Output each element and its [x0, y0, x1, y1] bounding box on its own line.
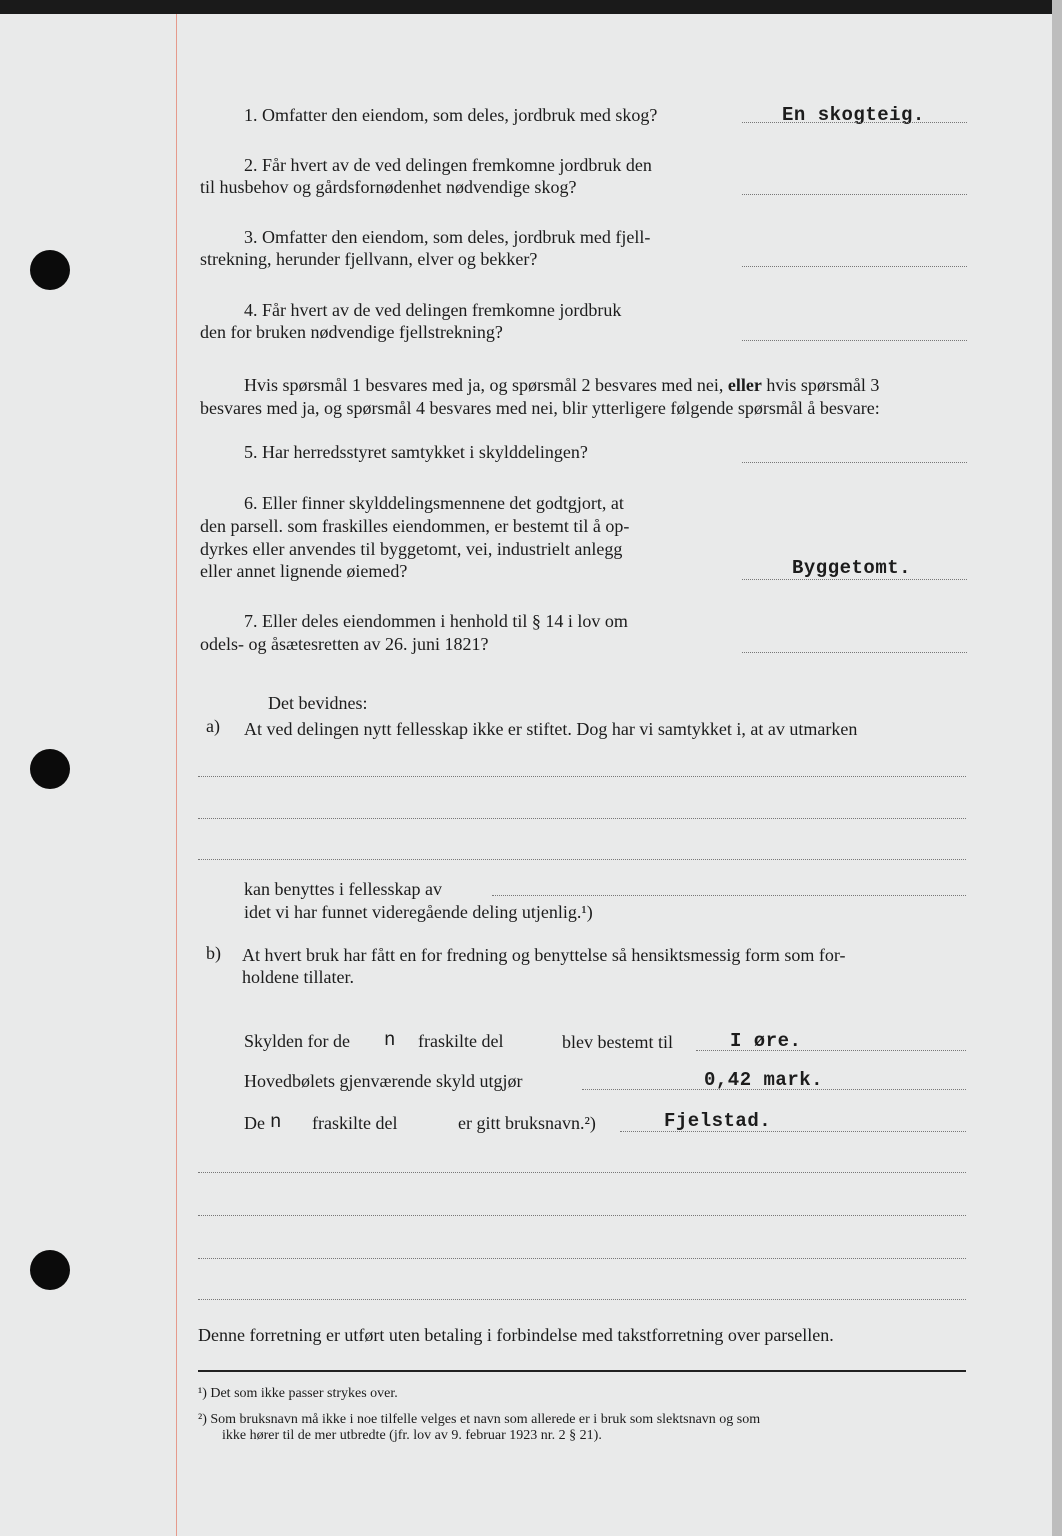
scan-right-edge — [1052, 0, 1062, 1536]
fill-line-b1 — [198, 1172, 966, 1173]
question-6-answer: Byggetomt. — [792, 557, 912, 579]
question-4-line-2: den for bruken nødvendige fjellstrekning? — [200, 322, 503, 342]
skyld-label-b: fraskilte del — [418, 1031, 504, 1051]
footnote-2-line-2: ikke hører til de mer utbredte (jfr. lov av 9. februar 1923 nr. 2 § 21). — [222, 1428, 602, 1443]
fill-line-a1 — [198, 776, 966, 777]
margin-rule — [176, 14, 177, 1536]
question-6-line-2: den parsell. som fraskilles eiendommen, er bestemt til å op- — [200, 516, 630, 536]
question-2-line-1: 2. Får hvert av de ved delingen fremkomne jordbruk den — [244, 155, 652, 175]
scan-top-border — [0, 0, 1062, 14]
question-3-line-2: strekning, herunder fjellvann, elver og bekker? — [200, 249, 538, 269]
question-1-answer: En skogteig. — [782, 104, 925, 126]
certify-b-line-2: holdene tillater. — [242, 967, 354, 987]
question-6-line-1: 6. Eller finner skylddelingsmennene det godtgjort, at — [244, 493, 624, 513]
bruksnavn-label-c: er gitt bruksnavn.²) — [458, 1113, 596, 1133]
question-5-text: 5. Har herredsstyret samtykket i skylddelingen? — [244, 442, 588, 462]
skyld-value: I øre. — [730, 1030, 802, 1052]
condition-paragraph-line-1: Hvis spørsmål 1 besvares med ja, og spørsmål 2 besvares med nei, eller hvis spørsmål 3 — [244, 375, 880, 395]
answer-line-4 — [742, 340, 967, 341]
certify-a-label: a) — [206, 716, 220, 736]
bruksnavn-fill-line — [620, 1131, 966, 1132]
bruksnavn-label-a: De — [244, 1113, 265, 1133]
bruksnavn-fill-n: n — [270, 1111, 282, 1133]
payment-note: Denne forretning er utført uten betaling i forbindelse med takstforretning over parsellen. — [198, 1325, 834, 1345]
punch-hole-top — [30, 250, 70, 290]
certify-b-label: b) — [206, 943, 221, 963]
fill-line-b3 — [198, 1258, 966, 1259]
footnote-separator — [198, 1370, 966, 1372]
fill-line-b4 — [198, 1299, 966, 1300]
answer-line-2 — [742, 194, 967, 195]
answer-line-3 — [742, 266, 967, 267]
skyld-fill-line — [696, 1050, 966, 1051]
bruksnavn-value: Fjelstad. — [664, 1110, 772, 1132]
hovedbol-fill-line — [582, 1089, 966, 1090]
fill-line-a2 — [198, 818, 966, 819]
fill-line-a3 — [198, 859, 966, 860]
fill-line-b2 — [198, 1215, 966, 1216]
footnote-1: ¹) Det som ikke passer strykes over. — [198, 1386, 398, 1401]
question-7-line-1: 7. Eller deles eiendommen i henhold til § 14 i lov om — [244, 611, 628, 631]
certify-a-text: At ved delingen nytt fellesskap ikke er stiftet. Dog har vi samtykket i, at av utmarken — [244, 719, 858, 739]
skyld-label-c: blev bestemt til — [562, 1032, 673, 1052]
answer-line-6 — [742, 579, 967, 580]
bruksnavn-label-b: fraskilte del — [312, 1113, 398, 1133]
certify-a-reason: idet vi har funnet videregående deling utjenlig.¹) — [244, 902, 593, 922]
punch-hole-bottom — [30, 1250, 70, 1290]
fill-line-common-use — [492, 895, 966, 896]
footnote-2-line-1: ²) Som bruksnavn må ikke i noe tilfelle velges et navn som allerede er i bruk som slektsnavn og som — [198, 1412, 761, 1427]
question-2-line-2: til husbehov og gårdsfornødenhet nødvendige skog? — [200, 177, 577, 197]
answer-line-7 — [742, 652, 967, 653]
question-3-line-1: 3. Omfatter den eiendom, som deles, jordbruk med fjell- — [244, 227, 651, 247]
punch-hole-middle — [30, 749, 70, 789]
hovedbol-label: Hovedbølets gjenværende skyld utgjør — [244, 1071, 523, 1091]
condition-paragraph-line-2: besvares med ja, og spørsmål 4 besvares med nei, blir ytterligere følgende spørsmål å besvare: — [200, 398, 880, 418]
skyld-fill-n: n — [384, 1029, 396, 1051]
question-1-text: 1. Omfatter den eiendom, som deles, jordbruk med skog? — [244, 105, 658, 125]
question-7-line-2: odels- og åsætesretten av 26. juni 1821? — [200, 634, 489, 654]
skyld-label: Skylden for de — [244, 1031, 350, 1051]
certify-a-common-use: kan benyttes i fellesskap av — [244, 879, 442, 899]
question-4-line-1: 4. Får hvert av de ved delingen fremkomne jordbruk — [244, 300, 622, 320]
certify-heading: Det bevidnes: — [268, 693, 368, 713]
question-6-line-4: eller annet lignende øiemed? — [200, 561, 408, 581]
answer-line-1 — [742, 122, 967, 123]
certify-b-line-1: At hvert bruk har fått en for fredning og benyttelse så hensiktsmessig form som for- — [242, 945, 846, 965]
answer-line-5 — [742, 462, 967, 463]
hovedbol-value: 0,42 mark. — [704, 1069, 824, 1091]
question-6-line-3: dyrkes eller anvendes til byggetomt, vei, industrielt anlegg — [200, 539, 623, 559]
